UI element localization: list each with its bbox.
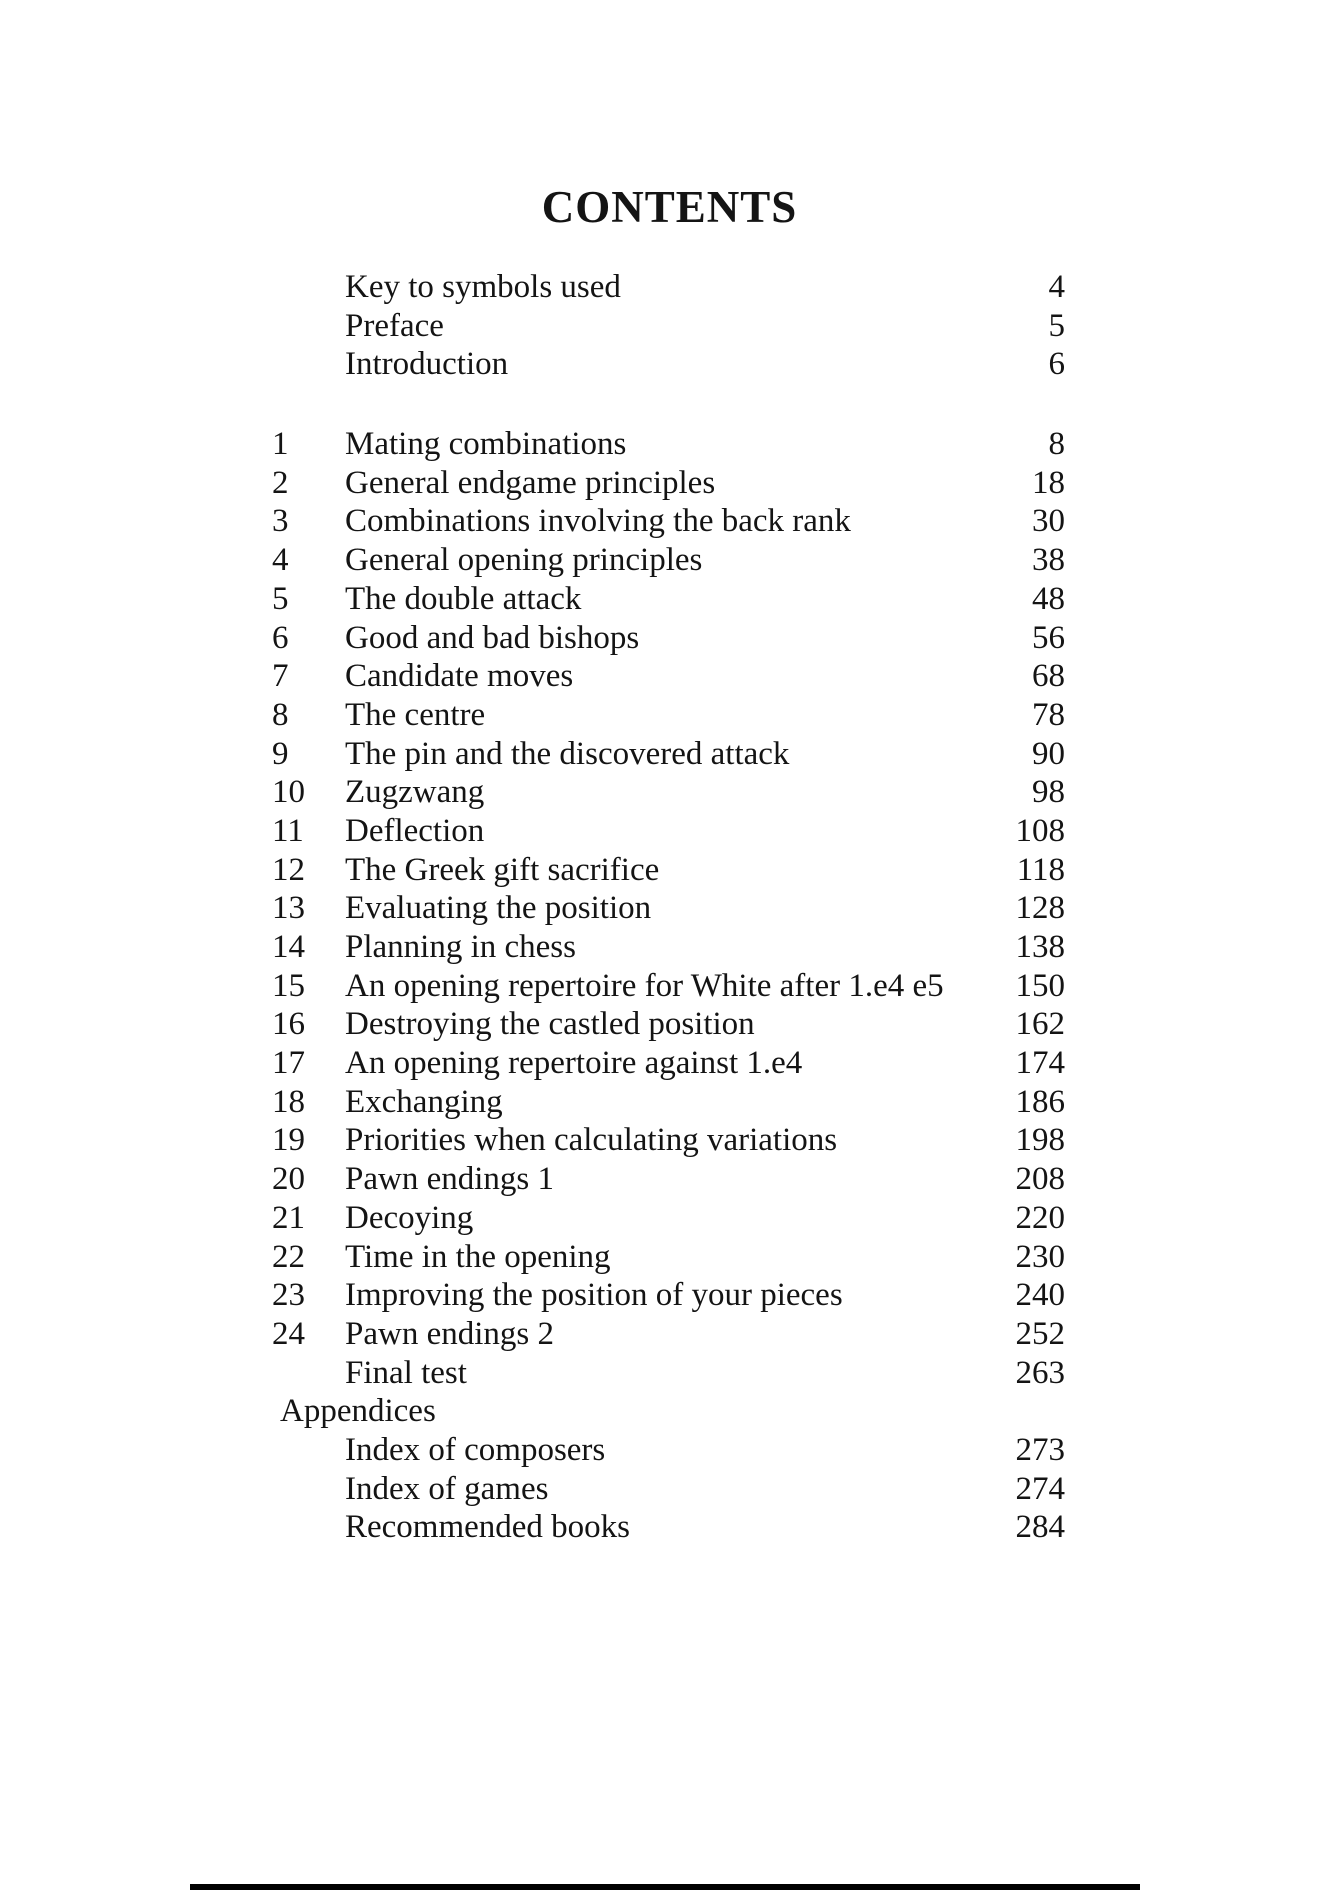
entry-title: Decoying <box>345 1199 474 1236</box>
page-number: 30 <box>1032 503 1065 540</box>
toc-row <box>272 1431 1065 1470</box>
entry-title: Key to symbols used <box>345 269 621 305</box>
entry-title: Zugzwang <box>345 774 485 811</box>
chapter-number: 5 <box>272 580 289 617</box>
toc-row <box>272 928 1065 967</box>
page-number: 174 <box>1015 1045 1065 1082</box>
entry-title: Good and bad bishops <box>345 619 640 656</box>
entry-title: General opening principles <box>345 542 703 579</box>
page-number: 274 <box>1015 1470 1065 1507</box>
page-number: 18 <box>1032 464 1065 501</box>
chapter-number: 6 <box>272 619 289 656</box>
entry-title: Planning in chess <box>345 929 576 965</box>
entry-title: Recommended books <box>345 1509 631 1546</box>
chapter-number: 18 <box>272 1083 305 1120</box>
toc-row <box>272 696 1065 735</box>
entry-title: Pawn endings 2 <box>345 1315 554 1352</box>
toc-row <box>272 580 1065 619</box>
chapter-number: 2 <box>272 464 289 501</box>
page-number: 186 <box>1015 1083 1065 1120</box>
toc-row <box>272 1199 1065 1238</box>
toc-row <box>272 1392 1065 1431</box>
chapter-number: 14 <box>272 929 305 965</box>
entry-title: Mating combinations <box>345 426 627 463</box>
chapter-number: 15 <box>272 967 305 1004</box>
toc-row <box>272 464 1065 503</box>
chapter-number: 3 <box>272 503 289 540</box>
page-number: 68 <box>1032 658 1065 695</box>
toc-row <box>272 889 1065 928</box>
toc-row <box>272 619 1065 658</box>
chapter-number: 21 <box>272 1199 305 1236</box>
entry-title: The centre <box>345 696 486 733</box>
page-number: 263 <box>1015 1354 1065 1391</box>
toc-list <box>272 268 1065 1547</box>
page-number: 150 <box>1015 967 1065 1004</box>
entry-title: Index of composers <box>345 1431 606 1468</box>
entry-title: Preface <box>345 307 444 344</box>
entry-title: Index of games <box>345 1470 549 1507</box>
page-number: 8 <box>1048 426 1065 463</box>
page-number: 56 <box>1032 619 1065 656</box>
toc-row <box>272 1276 1065 1315</box>
entry-title: Candidate moves <box>345 658 574 695</box>
entry-title: Appendices <box>280 1393 436 1430</box>
page-number: 5 <box>1048 307 1065 344</box>
chapter-number: 20 <box>272 1161 305 1198</box>
page-number: 90 <box>1032 735 1065 772</box>
toc-row <box>272 1315 1065 1354</box>
entry-title: Pawn endings 1 <box>345 1161 554 1198</box>
toc-row <box>272 1354 1065 1393</box>
page-number: 220 <box>1015 1199 1065 1236</box>
chapter-number: 23 <box>272 1277 305 1314</box>
page-number: 230 <box>1015 1238 1065 1275</box>
entry-title: Time in the opening <box>345 1238 611 1275</box>
chapter-number: 12 <box>272 851 305 888</box>
toc-row <box>272 812 1065 851</box>
toc-row <box>272 1121 1065 1160</box>
entry-title: The double attack <box>345 580 582 617</box>
entry-title: Exchanging <box>345 1083 503 1120</box>
entry-title: The Greek gift sacrifice <box>345 851 660 888</box>
toc-row <box>272 773 1065 812</box>
page-number: 128 <box>1015 890 1065 927</box>
page-number: 284 <box>1015 1509 1065 1546</box>
page-number: 273 <box>1015 1431 1065 1468</box>
chapter-number: 17 <box>272 1045 305 1082</box>
toc-row <box>272 345 1065 384</box>
page-number: 208 <box>1015 1161 1065 1198</box>
page-number: 6 <box>1048 346 1065 383</box>
toc-row <box>272 851 1065 890</box>
back-matter-section <box>272 1354 1065 1547</box>
page-number: 38 <box>1032 542 1065 579</box>
page-number: 198 <box>1015 1122 1065 1159</box>
toc-row <box>272 1005 1065 1044</box>
front-matter-section <box>272 268 1065 384</box>
chapter-number: 13 <box>272 890 305 927</box>
entry-title: An opening repertoire against 1.e4 <box>345 1045 803 1082</box>
entry-title: General endgame principles <box>345 464 716 501</box>
toc-row <box>272 735 1065 774</box>
page-number: 78 <box>1032 696 1065 733</box>
chapter-number: 8 <box>272 696 289 733</box>
entry-title: Priorities when calculating variations <box>345 1122 838 1159</box>
page-number: 138 <box>1015 929 1065 965</box>
toc-row <box>272 425 1065 464</box>
entry-title: Destroying the castled position <box>345 1006 755 1043</box>
entry-title: Evaluating the position <box>345 890 652 927</box>
chapter-number: 4 <box>272 542 289 579</box>
entry-title: Final test <box>345 1354 467 1391</box>
entry-title: Combinations involving the back rank <box>345 503 851 540</box>
chapter-number: 10 <box>272 774 305 811</box>
toc-row <box>272 502 1065 541</box>
toc-row <box>272 268 1065 307</box>
toc-row <box>272 1238 1065 1277</box>
entry-title: An opening repertoire for White after 1.e4 e5 <box>345 967 944 1004</box>
page-number: 48 <box>1032 580 1065 617</box>
chapter-number: 16 <box>272 1006 305 1043</box>
chapter-number: 1 <box>272 426 289 463</box>
toc-row <box>272 307 1065 346</box>
chapter-number: 7 <box>272 658 289 695</box>
entry-title: Deflection <box>345 812 485 849</box>
chapters-section <box>272 425 1065 1354</box>
toc-row <box>272 967 1065 1006</box>
page-number: 162 <box>1015 1006 1065 1043</box>
toc-row <box>272 1470 1065 1509</box>
chapter-number: 22 <box>272 1238 305 1275</box>
page-title: CONTENTS <box>541 182 798 232</box>
entry-title: Improving the position of your pieces <box>345 1277 843 1314</box>
toc-row <box>272 541 1065 580</box>
chapter-number: 24 <box>272 1315 305 1352</box>
toc-row <box>272 1083 1065 1122</box>
chapter-number: 11 <box>272 812 304 849</box>
page-number: 118 <box>1016 851 1065 888</box>
page-number: 98 <box>1032 774 1065 811</box>
page-number: 4 <box>1048 269 1065 305</box>
toc-row <box>272 1160 1065 1199</box>
chapter-number: 19 <box>272 1122 305 1159</box>
toc-row <box>272 1508 1065 1547</box>
page-number: 252 <box>1015 1315 1065 1352</box>
entry-title: The pin and the discovered attack <box>345 735 790 772</box>
page-number: 108 <box>1015 812 1065 849</box>
toc-row <box>272 1044 1065 1083</box>
page-number: 240 <box>1015 1277 1065 1314</box>
entry-title: Introduction <box>345 346 509 383</box>
chapter-number: 9 <box>272 735 289 772</box>
scan-edge-bar <box>190 1884 1140 1890</box>
toc-row <box>272 657 1065 696</box>
